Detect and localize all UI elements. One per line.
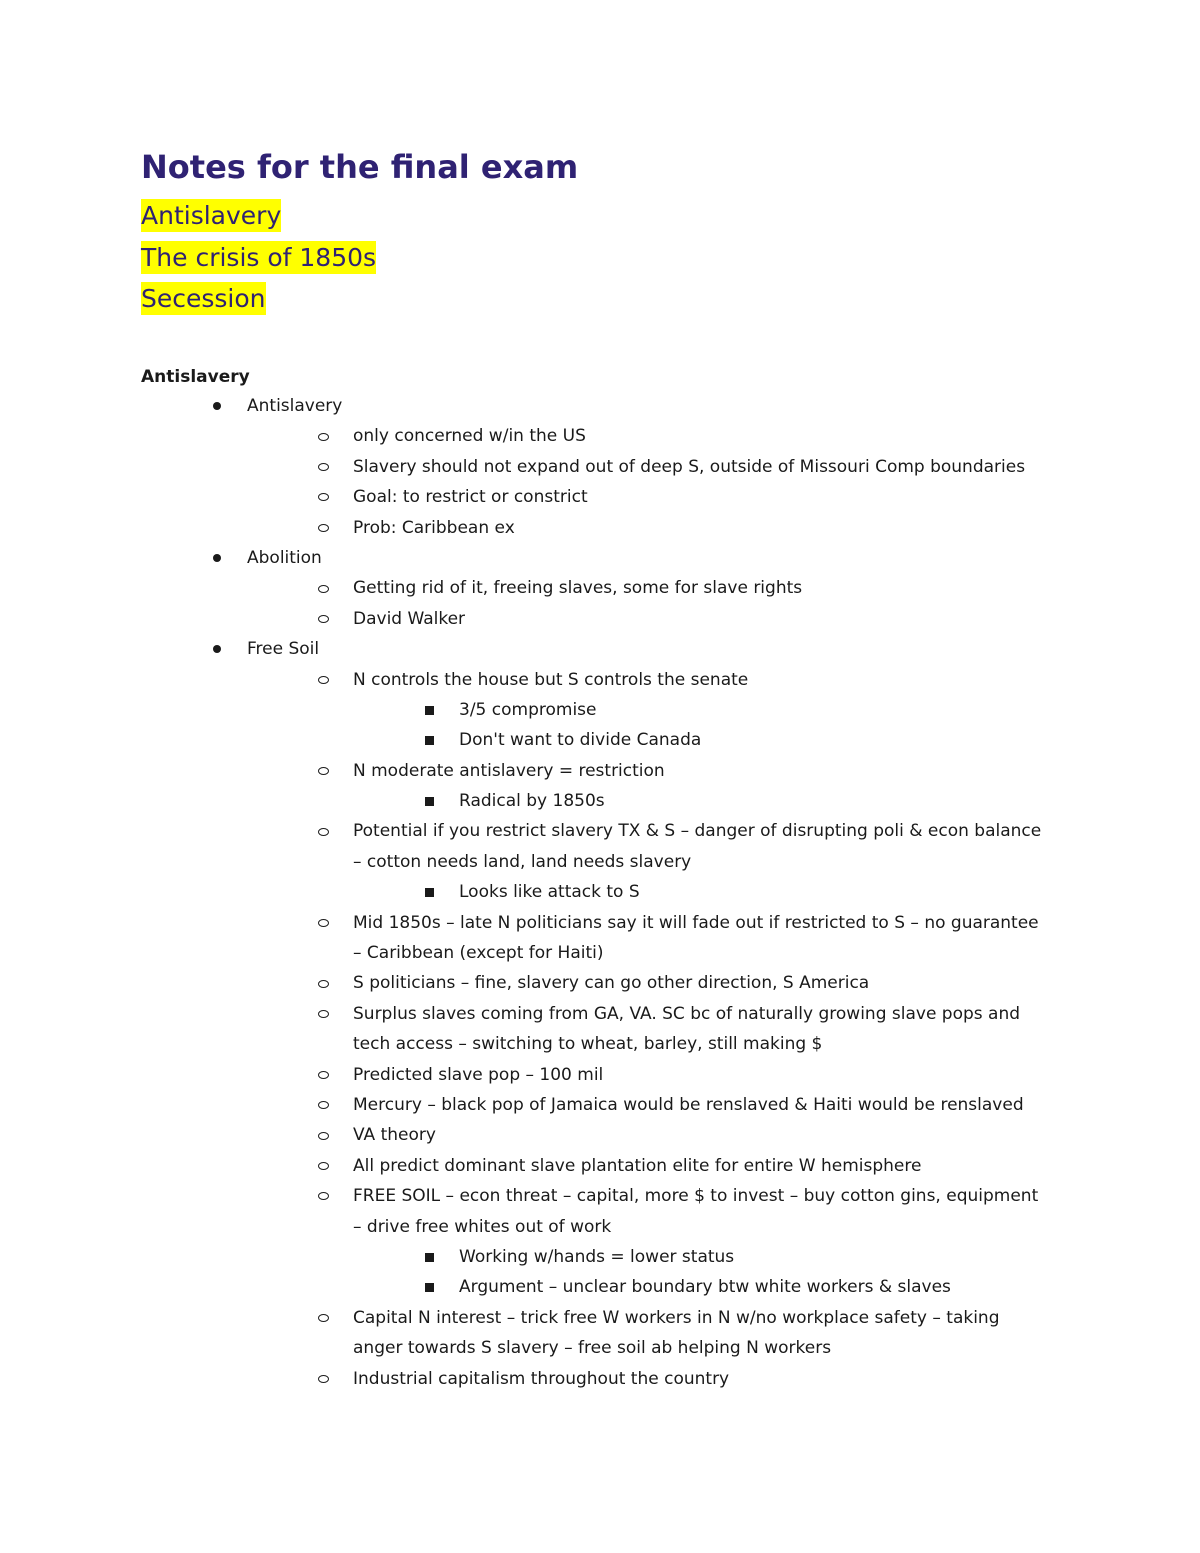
outline-text: Industrial capitalism throughout the country bbox=[353, 1368, 730, 1389]
outline-item-level-3 bbox=[0, 786, 1200, 816]
bullet bbox=[313, 1060, 333, 1090]
outline-item-level-2 bbox=[0, 573, 1200, 603]
bullet-square-icon bbox=[425, 888, 434, 897]
outline-item-level-2 bbox=[0, 968, 1200, 998]
outline-text: Mid 1850s – late N politicians say it will fade out if restricted to S – no guarantee bbox=[353, 912, 1039, 933]
bullet bbox=[313, 1364, 333, 1394]
outline-text: – Caribbean (except for Haiti) bbox=[353, 943, 604, 964]
bullet bbox=[313, 421, 333, 451]
outline-text: Surplus slaves coming from GA, VA. SC bc of naturally growing slave pops and bbox=[353, 1003, 1021, 1024]
bullet-circle-icon bbox=[318, 1101, 329, 1109]
outline-text: Abolition bbox=[247, 547, 322, 568]
outline-text: Radical by 1850s bbox=[459, 791, 605, 812]
bullet-disc-icon bbox=[213, 402, 221, 410]
topic-text: Antislavery bbox=[141, 201, 282, 230]
outline-continuation bbox=[0, 938, 1200, 968]
outline-item-level-3 bbox=[0, 725, 1200, 755]
bullet-circle-icon bbox=[318, 524, 329, 532]
bullet-circle-icon bbox=[318, 1192, 329, 1200]
outline-text: All predict dominant slave plantation elite for entire W hemisphere bbox=[353, 1155, 922, 1176]
outline-item-level-1 bbox=[0, 543, 1200, 573]
bullet bbox=[419, 695, 439, 725]
outline-text: Mercury – black pop of Jamaica would be renslaved & Haiti would be renslaved bbox=[353, 1094, 1024, 1115]
bullet-square-icon bbox=[425, 1283, 434, 1292]
outline-text: Goal: to restrict or constrict bbox=[353, 487, 588, 508]
outline-text: Looks like attack to S bbox=[459, 882, 640, 903]
outline-continuation bbox=[0, 847, 1200, 877]
bullet-circle-icon bbox=[318, 585, 329, 593]
bullet bbox=[313, 604, 333, 634]
bullet-circle-icon bbox=[318, 1375, 329, 1383]
outline-text: N controls the house but S controls the senate bbox=[353, 669, 749, 690]
outline-item-level-2 bbox=[0, 665, 1200, 695]
bullet bbox=[313, 1303, 333, 1333]
bullet-circle-icon bbox=[318, 980, 329, 988]
bullet-circle-icon bbox=[318, 1010, 329, 1018]
bullet bbox=[313, 482, 333, 512]
bullet-circle-icon bbox=[318, 828, 329, 836]
topic-item bbox=[141, 278, 376, 320]
bullet-circle-icon bbox=[318, 493, 329, 501]
bullet-circle-icon bbox=[318, 919, 329, 927]
bullet bbox=[419, 786, 439, 816]
bullet bbox=[313, 573, 333, 603]
outline-item-level-1 bbox=[0, 391, 1200, 421]
bullet bbox=[313, 968, 333, 998]
bullet bbox=[313, 816, 333, 846]
outline-item-level-2 bbox=[0, 513, 1200, 543]
bullet-square-icon bbox=[425, 797, 434, 806]
outline-text: tech access – switching to wheat, barley, still making $ bbox=[353, 1034, 823, 1055]
bullet-square-icon bbox=[425, 736, 434, 745]
bullet bbox=[313, 999, 333, 1029]
outline-continuation bbox=[0, 1212, 1200, 1242]
outline-text: only concerned w/in the US bbox=[353, 426, 586, 447]
topic-list bbox=[141, 195, 376, 320]
outline-text: N moderate antislavery = restriction bbox=[353, 760, 665, 781]
outline-text: – drive free whites out of work bbox=[353, 1216, 612, 1237]
bullet bbox=[419, 725, 439, 755]
outline-item-level-2 bbox=[0, 908, 1200, 938]
outline-item-level-2 bbox=[0, 999, 1200, 1029]
outline-item-level-2 bbox=[0, 756, 1200, 786]
outline-text: Prob: Caribbean ex bbox=[353, 517, 515, 538]
bullet-circle-icon bbox=[318, 1132, 329, 1140]
outline-text: Capital N interest – trick free W workers in N w/no workplace safety – taking bbox=[353, 1307, 1000, 1328]
outline-item-level-2 bbox=[0, 452, 1200, 482]
outline-item-level-2 bbox=[0, 604, 1200, 634]
outline-item-level-3 bbox=[0, 695, 1200, 725]
outline-item-level-2 bbox=[0, 1060, 1200, 1090]
outline-text: Potential if you restrict slavery TX & S – danger of disrupting poli & econ balance bbox=[353, 821, 1042, 842]
outline-item-level-2 bbox=[0, 482, 1200, 512]
outline-item-level-3 bbox=[0, 877, 1200, 907]
bullet bbox=[313, 1151, 333, 1181]
topic-text: Secession bbox=[141, 284, 266, 313]
outline-item-level-2 bbox=[0, 1364, 1200, 1394]
outline-text: Antislavery bbox=[247, 396, 343, 416]
bullet bbox=[207, 543, 227, 573]
outline-text: Don't want to divide Canada bbox=[459, 730, 702, 751]
outline-item-level-2 bbox=[0, 1151, 1200, 1181]
bullet-circle-icon bbox=[318, 1071, 329, 1079]
bullet-circle-icon bbox=[318, 767, 329, 775]
outline-item-level-1 bbox=[0, 634, 1200, 664]
outline-text: Free Soil bbox=[247, 639, 320, 660]
outline-item-level-2 bbox=[0, 421, 1200, 451]
bullet bbox=[313, 665, 333, 695]
outline-continuation bbox=[0, 1029, 1200, 1059]
outline-item-level-2 bbox=[0, 1303, 1200, 1333]
outline-item-level-3 bbox=[0, 1242, 1200, 1272]
bullet bbox=[419, 877, 439, 907]
bullet bbox=[313, 756, 333, 786]
bullet-circle-icon bbox=[318, 1314, 329, 1322]
topic-item bbox=[141, 195, 376, 237]
bullet-square-icon bbox=[425, 1253, 434, 1262]
bullet bbox=[313, 1090, 333, 1120]
bullet-circle-icon bbox=[318, 676, 329, 684]
outline-text: S politicians – fine, slavery can go other direction, S America bbox=[353, 973, 870, 994]
bullet bbox=[207, 634, 227, 664]
outline-text: Working w/hands = lower status bbox=[459, 1246, 735, 1267]
outline-text: Getting rid of it, freeing slaves, some for slave rights bbox=[353, 578, 803, 599]
bullet bbox=[313, 513, 333, 543]
topic-text: The crisis of 1850s bbox=[141, 242, 377, 272]
outline-item-level-2 bbox=[0, 816, 1200, 846]
bullet bbox=[313, 1120, 333, 1150]
bullet-circle-icon bbox=[318, 433, 329, 441]
outline-item-level-3 bbox=[0, 1272, 1200, 1302]
outline-text: Slavery should not expand out of deep S, outside of Missouri Comp boundaries bbox=[353, 456, 1026, 477]
outline-text: anger towards S slavery – free soil ab helping N workers bbox=[353, 1338, 832, 1359]
bullet-circle-icon bbox=[318, 463, 329, 471]
outline-item-level-2 bbox=[0, 1120, 1200, 1150]
bullet-circle-icon bbox=[318, 1162, 329, 1170]
outline-item-level-2 bbox=[0, 1090, 1200, 1120]
bullet bbox=[313, 452, 333, 482]
bullet bbox=[207, 391, 227, 421]
bullet bbox=[419, 1272, 439, 1302]
bullet bbox=[419, 1242, 439, 1272]
bullet bbox=[313, 908, 333, 938]
outline-item-level-2 bbox=[0, 1181, 1200, 1211]
outline-text: FREE SOIL – econ threat – capital, more $ to invest – buy cotton gins, equipment bbox=[353, 1186, 1039, 1207]
bullet bbox=[313, 1181, 333, 1211]
outline-text: 3/5 compromise bbox=[459, 699, 597, 720]
outline-text: – cotton needs land, land needs slavery bbox=[353, 851, 692, 872]
outline-text: VA theory bbox=[353, 1125, 436, 1146]
topic-item bbox=[141, 237, 376, 279]
bullet-disc-icon bbox=[213, 554, 221, 562]
outline-text: Predicted slave pop – 100 mil bbox=[353, 1064, 604, 1085]
document-title: Notes for the final exam bbox=[141, 148, 579, 186]
outline-text: Argument – unclear boundary btw white workers & slaves bbox=[459, 1277, 951, 1298]
outline-list bbox=[0, 391, 1200, 1394]
section-heading: Antislavery bbox=[141, 367, 250, 387]
bullet-circle-icon bbox=[318, 615, 329, 623]
bullet-square-icon bbox=[425, 706, 434, 715]
bullet-disc-icon bbox=[213, 645, 221, 653]
outline-continuation bbox=[0, 1333, 1200, 1363]
outline-text: David Walker bbox=[353, 608, 466, 629]
